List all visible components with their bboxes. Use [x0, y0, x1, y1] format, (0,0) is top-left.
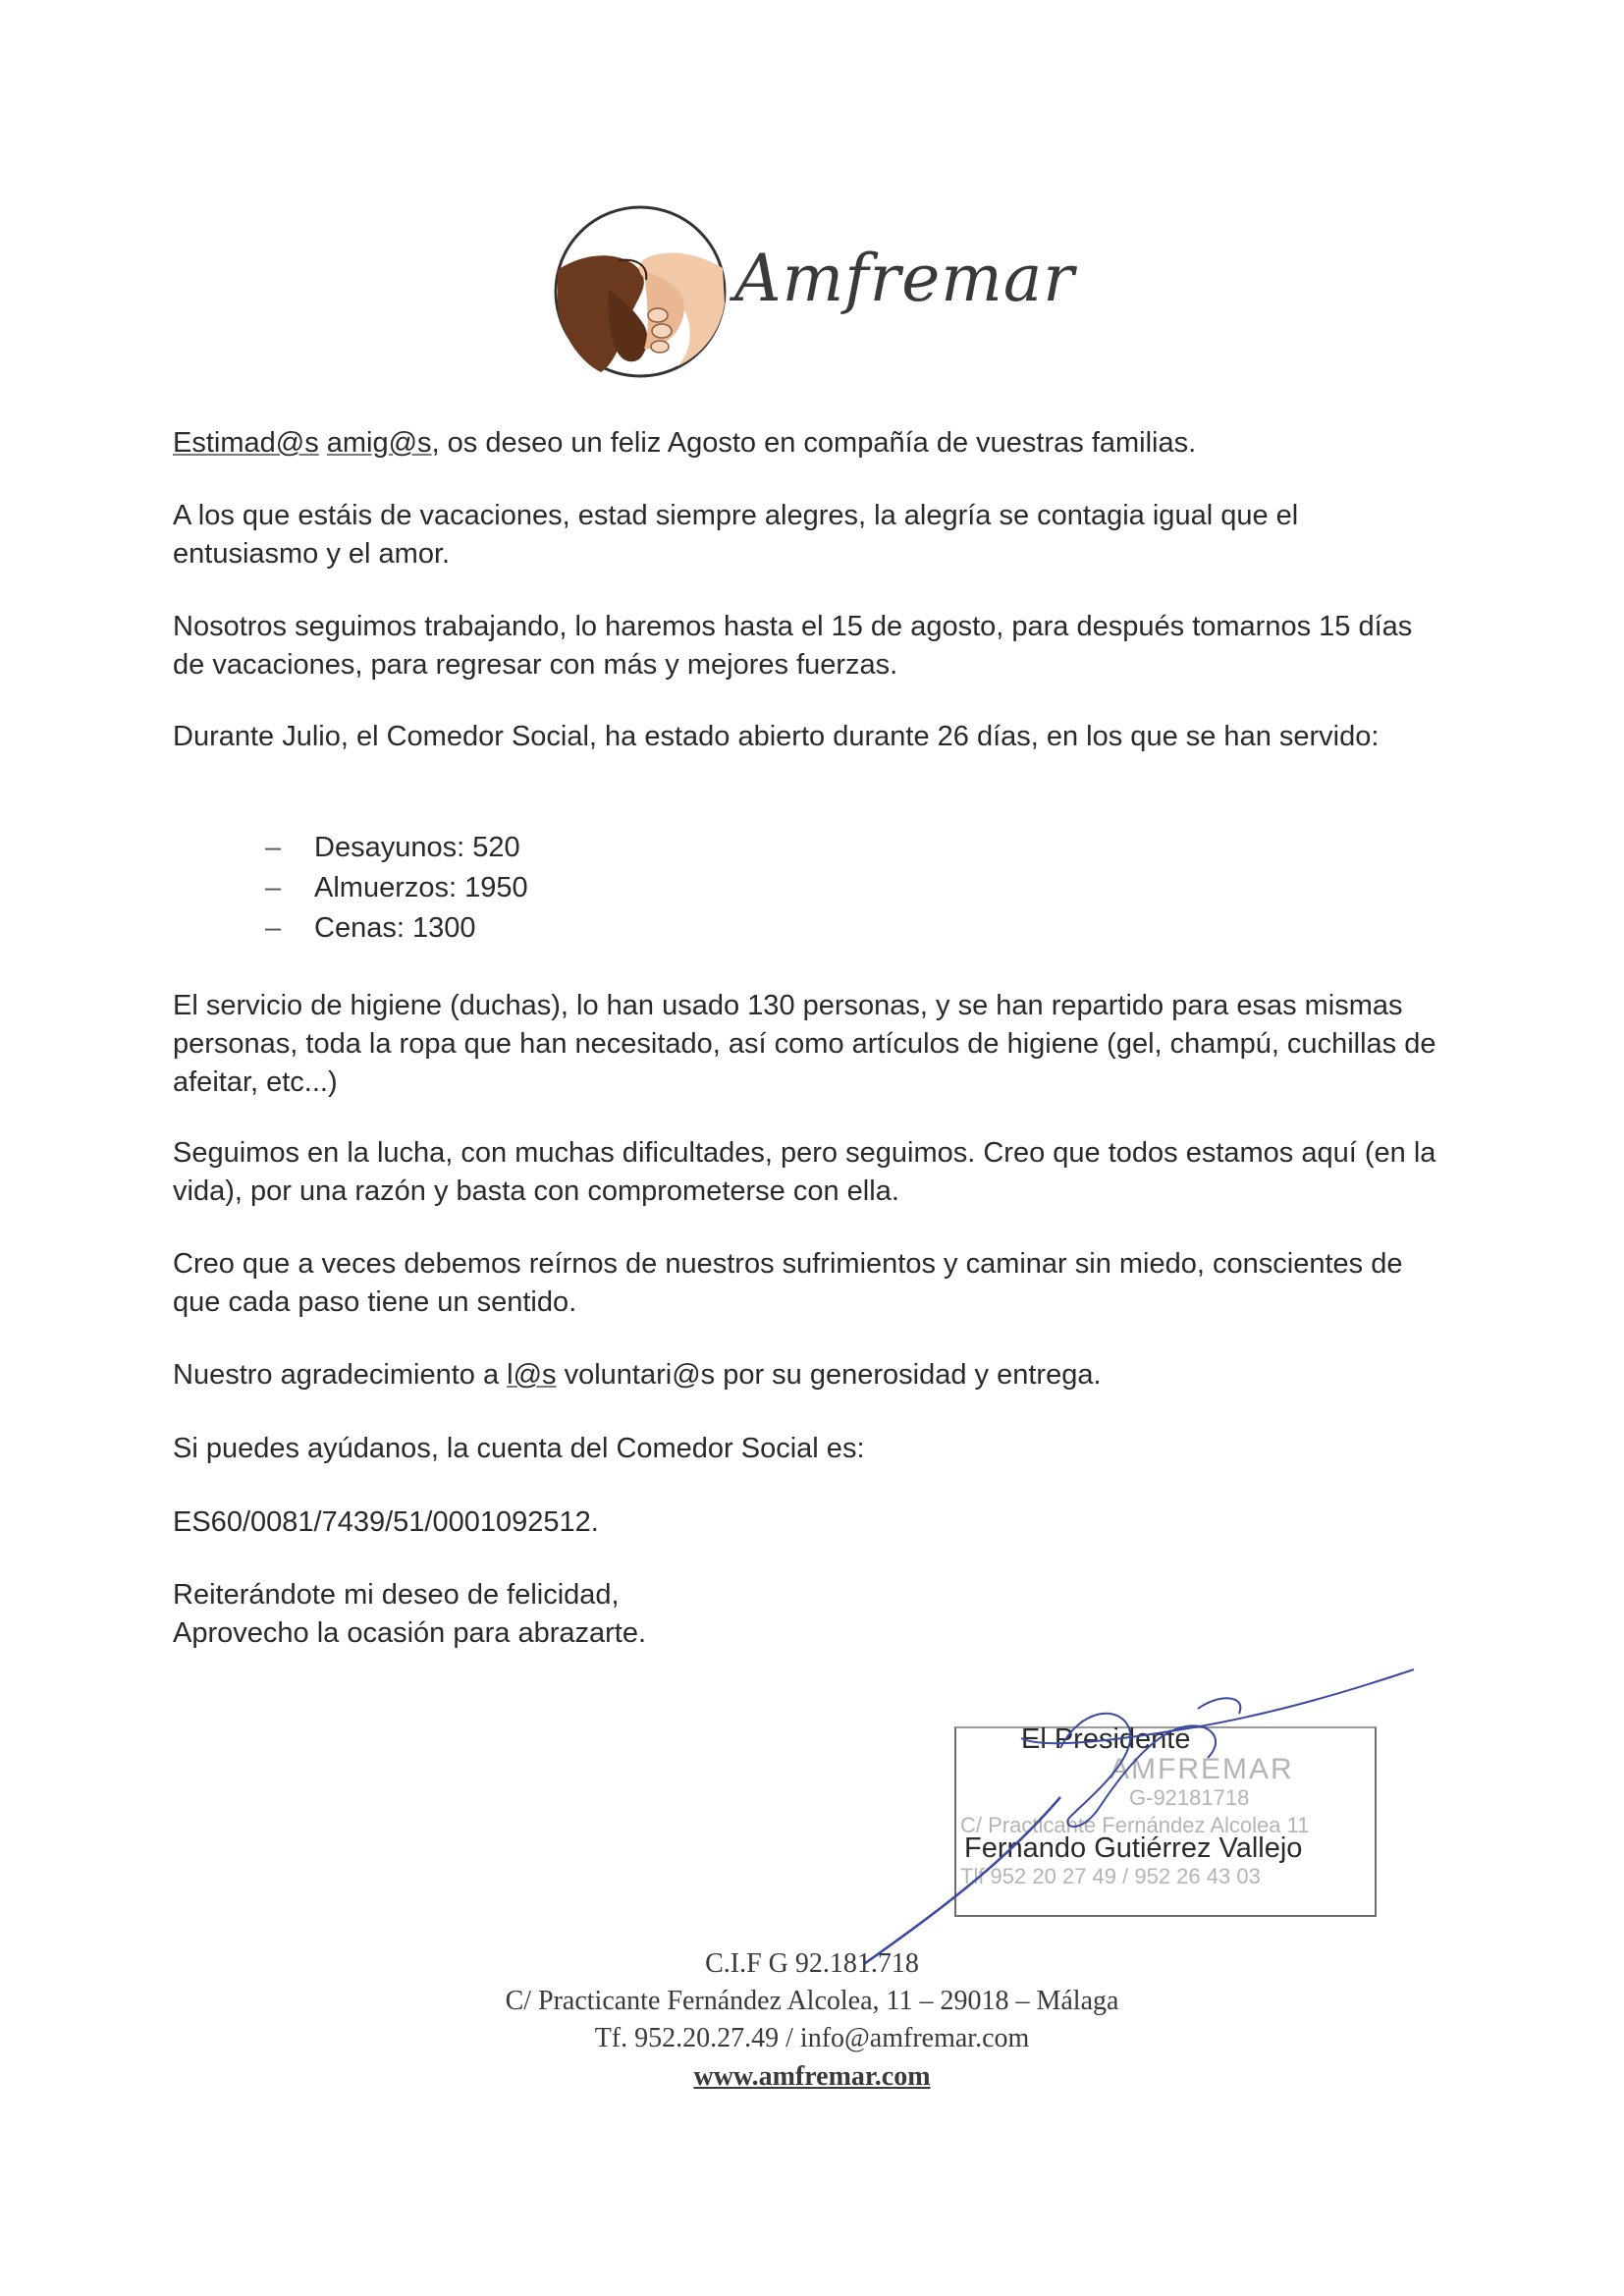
logo	[550, 201, 1100, 378]
paragraph-7: Nuestro agradecimiento a l@s voluntari@s por su generosidad y entrega.	[173, 1359, 1102, 1391]
list-item: – Desayunos: 520	[265, 828, 528, 868]
greeting	[173, 424, 1439, 463]
closing-line-2: Aprovecho la ocasión para abrazarte.	[173, 1617, 647, 1649]
bank-account: ES60/0081/7439/51/0001092512.	[173, 1506, 599, 1538]
logo-name: Amfremar	[734, 241, 1075, 316]
closing-line-1: Reiterándote mi deseo de felicidad,	[173, 1579, 620, 1611]
paragraph-6: Creo que a veces debemos reírnos de nuestros sufrimientos y caminar sin miedo, conscientes de que cada paso tiene un sentido.	[173, 1248, 1403, 1318]
footer-website-link[interactable]: www.amfremar.com	[693, 2061, 931, 2092]
stamp-cif: G-92181718	[1129, 1785, 1250, 1810]
meals-list	[265, 828, 528, 949]
list-item: – Cenas: 1300	[265, 908, 528, 949]
footer-contact: Tf. 952.20.27.49 / info@amfremar.com	[594, 2023, 1030, 2053]
greeting-word-2: amig@s	[326, 427, 432, 459]
paragraph-8: Si puedes ayúdanos, la cuenta del Comedor Social es:	[173, 1433, 865, 1464]
stamp-org: AMFREMAR	[1110, 1753, 1294, 1785]
footer-cif: C.I.F G 92.181.718	[705, 1948, 919, 1979]
stamp-phone: Tlf 952 20 27 49 / 952 26 43 03	[960, 1864, 1261, 1888]
list-item: – Almuerzos: 1950	[265, 868, 528, 908]
greeting-word-1: Estimad@s	[173, 427, 319, 459]
list-marker: –	[265, 912, 282, 944]
volunteers-word: l@s	[507, 1359, 557, 1391]
signer-name: Fernando Gutiérrez Vallejo	[964, 1832, 1303, 1864]
stamp-address: C/ Practicante Fernández Alcolea 11	[960, 1813, 1310, 1837]
handshake-logo-icon	[550, 201, 731, 382]
list-marker: –	[265, 872, 282, 903]
paragraph-2: Nosotros seguimos trabajando, lo haremos hasta el 15 de agosto, para después tomarnos 15 días de vacaciones, para regresar con más y mejores fuerzas.	[173, 611, 1413, 681]
paragraph-4: El servicio de higiene (duchas), lo han usado 130 personas, y se han repartido para esas mismas personas, toda la ropa que han necesitado, así como artículos de higiene (gel, champú, cuchillas de afeitar, etc...)	[173, 990, 1436, 1098]
paragraph-1: A los que estáis de vacaciones, estad siempre alegres, la alegría se contagia igual que el entusiasmo y el amor.	[173, 500, 1299, 570]
footer-address: C/ Practicante Fernández Alcolea, 11 – 29018 – Málaga	[505, 1986, 1119, 2016]
greeting-text: , os deseo un feliz Agosto en compañía de vuestras familias.	[431, 427, 1197, 459]
footer-website-wrap	[0, 2057, 1624, 2097]
paragraph-3: Durante Julio, el Comedor Social, ha estado abierto durante 26 días, en los que se han servido:	[173, 721, 1380, 752]
list-marker: –	[265, 832, 282, 863]
signer-title: El Presidente	[1021, 1723, 1191, 1755]
paragraph-5: Seguimos en la lucha, con muchas dificultades, pero seguimos. Creo que todos estamos aquí (en la vida), por una razón y basta con comprometerse con ella.	[173, 1137, 1436, 1207]
